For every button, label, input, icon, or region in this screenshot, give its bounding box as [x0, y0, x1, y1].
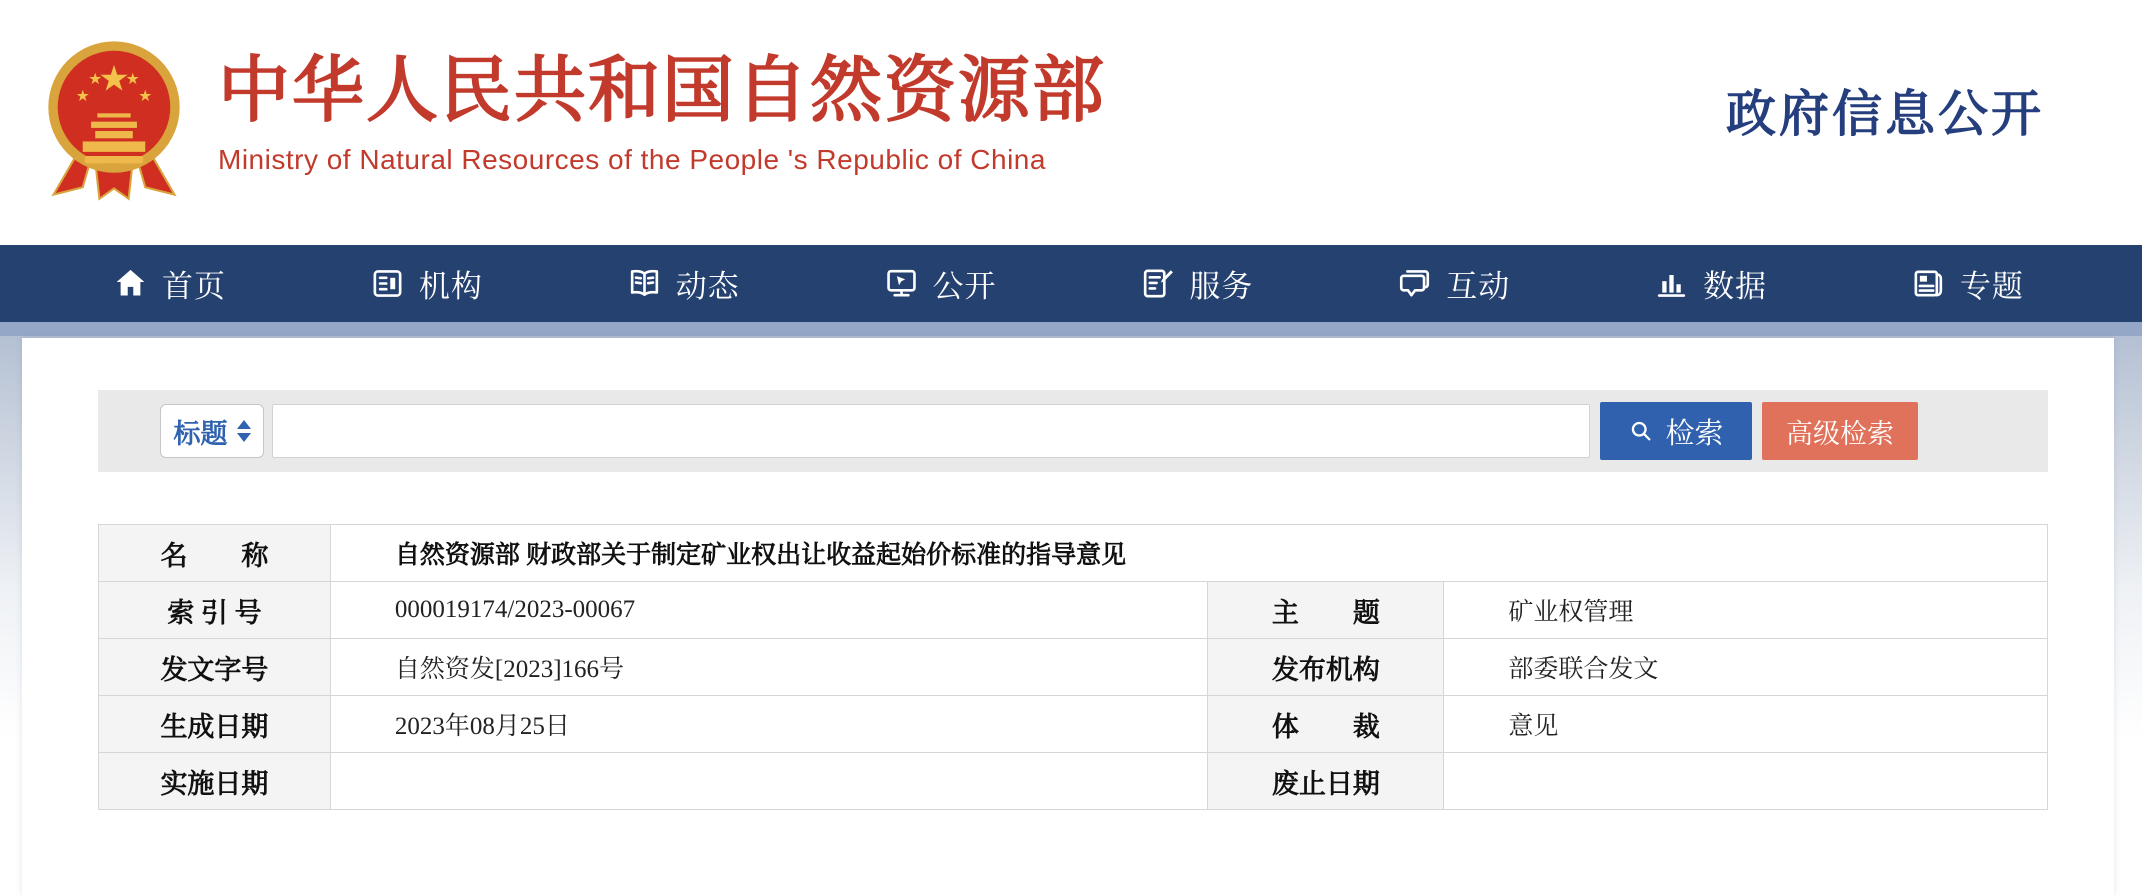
services-icon	[1139, 265, 1176, 302]
sort-arrows-icon	[237, 420, 251, 442]
nav-item-topics[interactable]	[1910, 261, 2024, 306]
interaction-icon	[1396, 265, 1433, 302]
nav-item-interaction[interactable]	[1396, 261, 1510, 306]
repeal-date-label: 废止日期	[1208, 753, 1444, 810]
site-subtitle: Ministry of Natural Resources of the People 's Republic of China	[218, 144, 1046, 175]
home-icon	[112, 265, 149, 302]
create-date-value: 2023年08月25日	[330, 696, 1208, 753]
table-row-index	[99, 582, 2048, 639]
effective-date-value	[330, 753, 1208, 810]
nav-label: 机构	[418, 269, 483, 304]
index-number-value: 000019174/2023-00067	[330, 582, 1208, 639]
nav-label: 专题	[1959, 269, 2024, 304]
nav-item-services[interactable]	[1139, 261, 1253, 306]
nav-label: 服务	[1189, 269, 1254, 304]
table-row-doc-number	[99, 639, 2048, 696]
issuer-value: 部委联合发文	[1444, 639, 2048, 696]
nav-item-data[interactable]	[1653, 261, 1767, 306]
page-title: 政府信息公开	[1726, 86, 2044, 142]
search-field-selector-value: 标题	[173, 418, 228, 449]
genre-value: 意见	[1444, 696, 2048, 753]
topics-icon	[1910, 265, 1947, 302]
brand-text	[218, 32, 1106, 176]
search-panel	[98, 390, 2048, 472]
issuer-label: 发布机构	[1208, 639, 1444, 696]
create-date-label: 生成日期	[99, 696, 331, 753]
effective-date-label: 实施日期	[99, 753, 331, 810]
site-logo-link[interactable]	[40, 32, 1106, 204]
topic-label: 主 题	[1208, 582, 1444, 639]
search-icon	[1628, 418, 1655, 445]
table-row-name	[99, 525, 2048, 582]
svg-text:★: ★	[125, 71, 140, 89]
nav-item-disclosure[interactable]	[883, 261, 997, 306]
news-icon	[626, 265, 663, 302]
nav-bottom-strip	[0, 322, 2142, 336]
doc-number-label: 发文字号	[99, 639, 331, 696]
nav-item-home[interactable]	[112, 261, 226, 306]
nav-label: 互动	[1446, 269, 1511, 304]
nav-item-organization[interactable]	[369, 261, 483, 306]
nav-label: 动态	[675, 269, 740, 304]
nav-label: 首页	[162, 269, 226, 304]
search-button[interactable]	[1600, 402, 1752, 460]
search-button-label: 检索	[1665, 417, 1724, 450]
genre-label: 体 裁	[1208, 696, 1444, 753]
disclosure-icon	[883, 265, 920, 302]
national-emblem-icon	[40, 32, 188, 204]
main-nav	[0, 245, 2142, 322]
site-title: 中华人民共和国自然资源部	[218, 51, 1107, 131]
content-card	[22, 338, 2114, 896]
advanced-search-button[interactable]	[1762, 402, 1918, 460]
data-icon	[1653, 265, 1690, 302]
svg-text:★: ★	[75, 87, 90, 105]
document-info-table	[98, 524, 2048, 810]
table-row-date	[99, 696, 2048, 753]
svg-text:★: ★	[88, 71, 103, 89]
nav-label: 数据	[1703, 269, 1768, 304]
svg-text:★: ★	[138, 87, 153, 105]
svg-text:★: ★	[98, 58, 130, 99]
doc-number-value: 自然资发[2023]166号	[330, 639, 1208, 696]
name-label: 名 称	[99, 525, 331, 582]
search-field-selector[interactable]	[160, 404, 264, 458]
organization-icon	[369, 265, 406, 302]
site-header	[0, 0, 2142, 245]
repeal-date-value	[1444, 753, 2048, 810]
topic-value: 矿业权管理	[1444, 582, 2048, 639]
index-number-label: 索 引 号	[99, 582, 331, 639]
nav-label: 公开	[932, 269, 997, 304]
nav-item-news[interactable]	[626, 261, 740, 306]
search-input[interactable]	[272, 404, 1590, 458]
advanced-search-button-label: 高级检索	[1786, 418, 1894, 449]
name-value: 自然资源部 财政部关于制定矿业权出让收益起始价标准的指导意见	[330, 525, 2047, 582]
table-row-effective	[99, 753, 2048, 810]
